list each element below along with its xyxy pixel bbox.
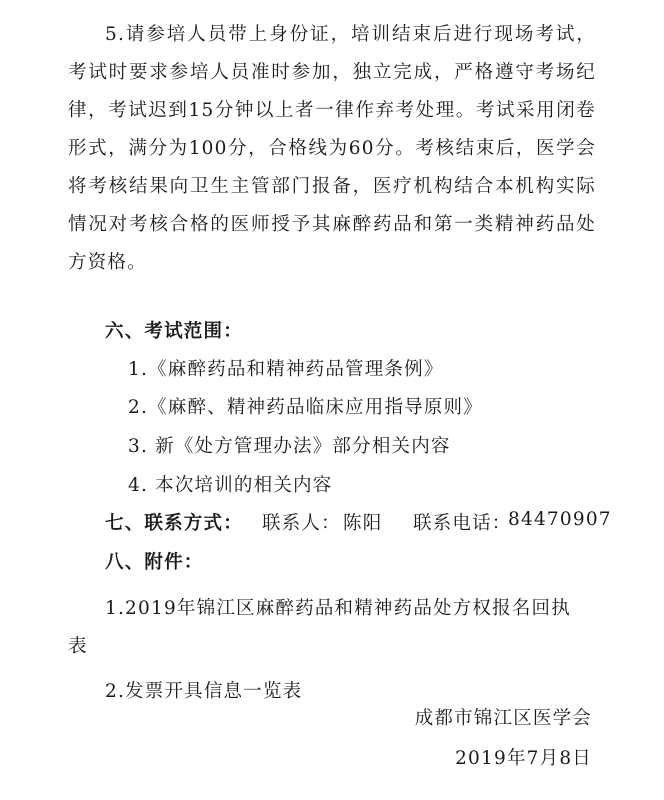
attachment-2: 2.发票开具信息一览表	[105, 681, 303, 702]
section6-item-1: 1.《麻醉药品和精神药品管理条例》	[128, 359, 444, 380]
signature-org: 成都市锦江区医学会	[414, 708, 592, 729]
item5-paragraph: 5.请参培人员带上身份证，培训结束后进行现场考试，考试时要求参培人员准时参加，独立完成，严格遵守考场纪律，考试迟到15分钟以上者一律作弃考处理。考试采用闭卷形式，满分为100分，合格线为60分。考核结束后，医学会将考核结果向卫生主管部门报备，医疗机构结合本机构实际情况对考核合格的医师授予其麻醉药品和第一类精神药品处方资格。	[68, 24, 596, 273]
attachment-1-continued: 表	[68, 636, 88, 657]
phone-number: 84470907	[508, 509, 612, 530]
contact-name: 陈阳	[343, 513, 383, 534]
section6-item-4: 4. 本次培训的相关内容	[128, 475, 333, 496]
contact-label: 联系人：	[262, 513, 341, 534]
section6-heading: 六、考试范围：	[105, 321, 243, 342]
section6-item-2: 2.《麻醉、精神药品临床应用指导原则》	[128, 397, 483, 418]
attachment-1: 1.2019年锦江区麻醉药品和精神药品处方权报名回执	[105, 598, 571, 619]
signature-date: 2019年7月8日	[455, 748, 592, 769]
phone-label: 联系电话：	[413, 513, 512, 534]
section8-heading: 八、附件：	[105, 552, 204, 573]
section7-heading: 七、联系方式：	[105, 513, 243, 534]
section6-item-3: 3. 新《处方管理办法》部分相关内容	[128, 436, 451, 457]
